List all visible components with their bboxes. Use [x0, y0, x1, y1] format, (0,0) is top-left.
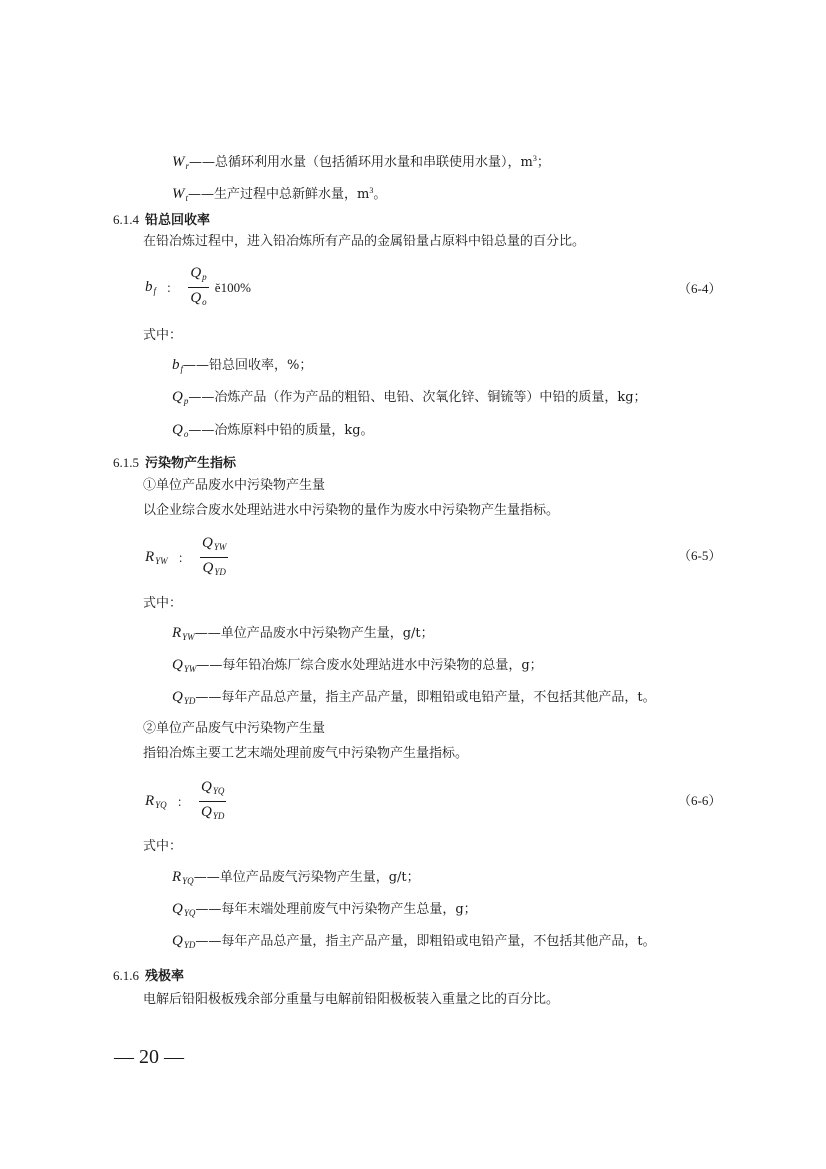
equation-number: （6-6）: [678, 793, 722, 808]
formula-6-5: $R_{YW}$ ： $\frac{Q_{YW}}{Q_{YD}}$: [145, 533, 228, 582]
def-ryq: $R_{YQ}——$单位产品废气污染物产生量，g/t；: [172, 869, 420, 886]
def-qp: $Q_p——$冶炼产品（作为产品的粗铅、电铅、次氧化锌、铜锍等）中铅的质量，kg；: [172, 389, 647, 406]
section-heading-6-1-6: 6.1.6 残极率: [113, 968, 185, 984]
item-title: ②单位产品废气中污染物产生量: [143, 721, 326, 736]
paragraph: 在铅冶炼过程中，进入铅冶炼所有产品的金属铅量占原料中铅总量的百分比。: [143, 234, 586, 249]
where-label: 式中：: [143, 839, 183, 854]
where-label: 式中：: [143, 328, 183, 343]
equation-number: （6-4）: [678, 281, 722, 296]
def-ryw: $R_{YW}——$单位产品废水中污染物产生量，g/t；: [172, 625, 434, 642]
fraction: $\frac{Q_{YQ}}{Q_{YD}}$: [200, 779, 225, 821]
def-qyd-2: $Q_{YD}——$每年产品总产量，指主产品产量，即粗铅或电铅产量，不包括其他产品，t。: [172, 933, 656, 950]
def-qyq: $Q_{YQ}——$每年末端处理前废气中污染物产生总量，g；: [172, 901, 477, 918]
paragraph: 指铅冶炼主要工艺末端处理前废气中污染物产生量指标。: [143, 746, 469, 761]
fraction: $\frac{Q_p}{Q_o}$: [190, 265, 207, 307]
section-heading-6-1-4: 6.1.4 铅总回收率: [113, 212, 211, 228]
formula-6-6: $R_{YQ}$ ： $\frac{Q_{YQ}}{Q_{YD}}$: [145, 777, 226, 826]
where-label: 式中：: [143, 596, 183, 611]
def-qyd: $Q_{YD}——$每年产品总产量，指主产品产量，即粗铅或电铅产量，不包括其他产品，t。: [172, 689, 656, 706]
paragraph: 电解后铅阳极板残余部分重量与电解前铅阳极板装入重量之比的百分比。: [143, 992, 560, 1007]
formula-6-4: $b_f$ ： $\frac{Q_p}{Q_o}$ ĕ100%: [145, 263, 251, 312]
equation-number: （6-5）: [678, 548, 722, 563]
item-title: ①单位产品废水中污染物产生量: [143, 478, 326, 493]
def-qo: $Q_o——$冶炼原料中铅的质量，kg。: [172, 422, 374, 439]
paragraph: 以企业综合废水处理站进水中污染物的量作为废水中污染物产生量指标。: [143, 503, 560, 518]
def-bf: $b_f——$铅总回收率，%；: [172, 357, 313, 374]
page-number: — 20 —: [114, 1046, 184, 1068]
def-qyw: $Q_{YW}——$每年铅冶炼厂综合废水处理站进水中污染物的总量，g；: [172, 657, 543, 674]
def-wt: $W_t——$生产过程中总新鲜水量，$m^3$。: [172, 186, 387, 203]
def-wr: $W_r——$总循环利用水量（包括循环用水量和串联使用水量），$m^3$；: [172, 154, 550, 171]
section-heading-6-1-5: 6.1.5 污染物产生指标: [113, 455, 237, 471]
fraction: $\frac{Q_{YW}}{Q_{YD}}$: [201, 535, 227, 577]
